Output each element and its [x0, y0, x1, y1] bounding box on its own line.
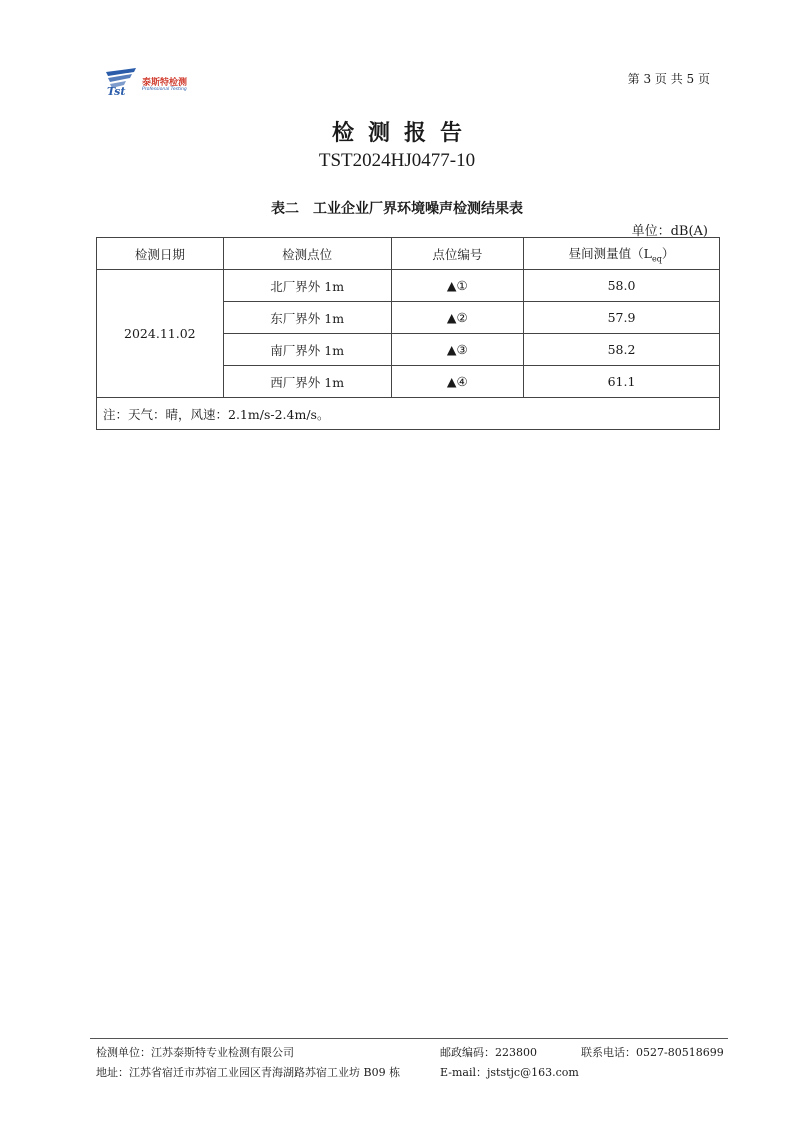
- header-code: 点位编号: [391, 238, 523, 270]
- footer-postcode: 邮政编码：223800: [440, 1046, 537, 1059]
- point-cell: 东厂界外 1m: [223, 302, 391, 334]
- header-value-suffix: ）: [661, 245, 675, 261]
- point-cell: 西厂界外 1m: [223, 366, 391, 398]
- table-row: [97, 270, 720, 302]
- value-cell: 58.0: [523, 270, 719, 302]
- date-cell: 2024.11.02: [97, 270, 224, 398]
- header-date: 检测日期: [97, 238, 224, 270]
- table-title: [0, 198, 794, 218]
- footer-email: E-mail：jststjc@163.com: [440, 1066, 579, 1079]
- code-cell: ▲③: [391, 334, 523, 366]
- table-label: 表二: [271, 201, 299, 217]
- header-value-sub: eq: [651, 254, 662, 264]
- unit-label: 单位：dB(A): [631, 224, 708, 239]
- logo-company-name: 泰斯特检测: [142, 78, 188, 88]
- code-cell: ▲②: [391, 302, 523, 334]
- company-logo: [104, 66, 204, 98]
- point-cell: 南厂界外 1m: [223, 334, 391, 366]
- value-cell: 61.1: [523, 366, 719, 398]
- logo-subtitle: Professional Testing: [142, 87, 187, 92]
- page-indicator: 第 3 页 共 5 页: [627, 72, 710, 86]
- weather-note: 注：天气：晴，风速：2.1m/s-2.4m/s。: [97, 398, 720, 430]
- footer-divider: [90, 1038, 728, 1039]
- logo-mark-text: Tst: [107, 85, 126, 96]
- table-header-row: [97, 238, 720, 270]
- point-cell: 北厂界外 1m: [223, 270, 391, 302]
- footer-phone: 联系电话：0527-80518699: [581, 1046, 724, 1059]
- header-value: [523, 238, 719, 270]
- code-cell: ▲①: [391, 270, 523, 302]
- value-cell: 57.9: [523, 302, 719, 334]
- header-value-prefix: 昼间测量值（L: [568, 245, 652, 261]
- header-point: 检测点位: [223, 238, 391, 270]
- value-cell: 58.2: [523, 334, 719, 366]
- note-row: [97, 398, 720, 430]
- tst-logo-icon: [104, 66, 138, 96]
- table-title-text: 工业企业厂界环境噪声检测结果表: [313, 201, 523, 217]
- noise-results-table: [96, 237, 720, 430]
- footer-company: 检测单位：江苏泰斯特专业检测有限公司: [96, 1046, 294, 1059]
- code-cell: ▲④: [391, 366, 523, 398]
- report-number: TST2024HJ0477-10: [318, 150, 476, 171]
- report-title: 检测报告: [331, 120, 476, 146]
- footer-address: 地址：江苏省宿迁市苏宿工业园区青海湖路苏宿工业坊 B09 栋: [96, 1066, 401, 1079]
